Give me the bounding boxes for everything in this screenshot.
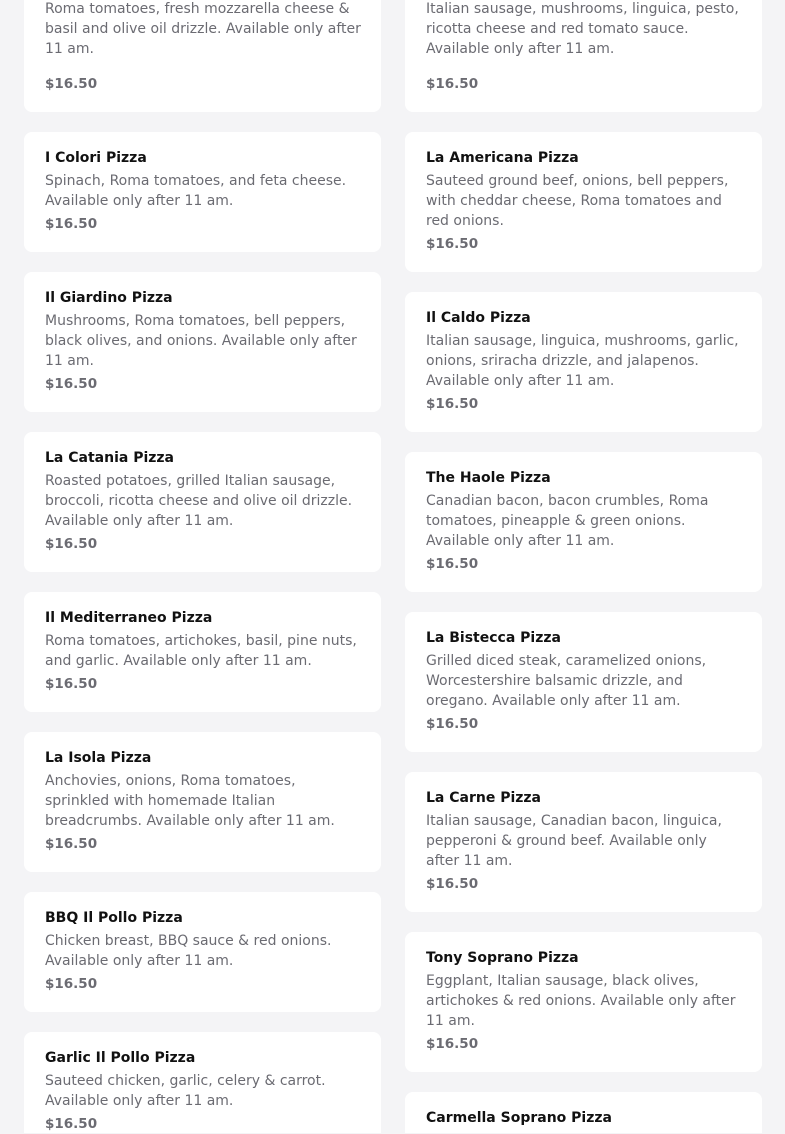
menu-item-card[interactable] <box>24 132 381 252</box>
menu-item-description: Spinach, Roma tomatoes, and feta cheese. Available only after 11 am. <box>45 173 347 209</box>
menu-item-card[interactable] <box>405 0 762 112</box>
menu-item-name: La Isola Pizza <box>45 750 152 766</box>
menu-item-name: Tony Soprano Pizza <box>426 950 579 966</box>
menu-item-description: Chicken breast, BBQ sauce & red onions. Available only after 11 am. <box>45 933 332 969</box>
menu-item-price: $16.50 <box>45 376 98 392</box>
menu-item-name: Carmella Soprano Pizza <box>426 1110 612 1126</box>
menu-item-price: $16.50 <box>45 76 98 92</box>
menu-item-description: Italian sausage, linguica, mushrooms, garlic, onions, sriracha drizzle, and jalapenos. Available only after 11 am. <box>426 333 739 389</box>
menu-item-description: Italian sausage, mushrooms, linguica, pesto, ricotta cheese and red tomato sauce. Available only after 11 am. <box>426 1 739 57</box>
menu-item-price: $16.50 <box>45 216 98 232</box>
menu-item-price: $16.50 <box>426 1036 479 1052</box>
menu-item-name: Il Mediterraneo Pizza <box>45 610 213 626</box>
menu-item-card[interactable] <box>24 892 381 1012</box>
menu-item-description: Roasted potatoes, grilled Italian sausage, broccoli, ricotta cheese and olive oil drizzle. Available only after 11 am. <box>45 473 353 529</box>
menu-item-price: $16.50 <box>426 396 479 412</box>
menu-item-card[interactable] <box>24 432 381 572</box>
menu-item-price: $16.50 <box>45 836 98 852</box>
menu-item-price: $16.50 <box>426 556 479 572</box>
menu-item-card[interactable] <box>24 1032 381 1133</box>
menu-item-card[interactable] <box>24 0 381 112</box>
menu-item-name: Il Giardino Pizza <box>45 290 173 306</box>
menu-item-description: Mushrooms, Roma tomatoes, bell peppers, black olives, and onions. Available only after 11 am. <box>45 313 357 369</box>
menu-item-price: $16.50 <box>45 976 98 992</box>
menu-item-description: Eggplant, Italian sausage, black olives, artichokes & red onions. Available only after 11 am. <box>426 973 736 1029</box>
menu-column-right <box>405 0 762 1133</box>
menu-item-card[interactable] <box>405 932 762 1072</box>
menu-item-price: $16.50 <box>426 76 479 92</box>
menu-item-description: Canadian bacon, bacon crumbles, Roma tomatoes, pineapple & green onions. Available only after 11 am. <box>426 493 709 549</box>
menu-item-card[interactable] <box>405 612 762 752</box>
menu-item-price: $16.50 <box>426 716 479 732</box>
menu-item-card[interactable] <box>405 1092 762 1133</box>
menu-item-price: $16.50 <box>426 876 479 892</box>
menu-item-description: Sauteed chicken, garlic, celery & carrot. Available only after 11 am. <box>45 1073 326 1109</box>
menu-item-card[interactable] <box>405 292 762 432</box>
menu-item-description: Roma tomatoes, artichokes, basil, pine nuts, and garlic. Available only after 11 am. <box>45 633 357 669</box>
menu-item-price: $16.50 <box>426 236 479 252</box>
menu-item-name: Il Caldo Pizza <box>426 310 531 326</box>
menu-item-description: Sauteed ground beef, onions, bell peppers, with cheddar cheese, Roma tomatoes and red onions. <box>426 173 729 229</box>
menu-item-name: BBQ Il Pollo Pizza <box>45 910 183 926</box>
menu-item-card[interactable] <box>405 772 762 912</box>
menu-item-name: La Carne Pizza <box>426 790 542 806</box>
menu-item-name: Garlic Il Pollo Pizza <box>45 1050 196 1066</box>
menu-item-price: $16.50 <box>45 1116 98 1132</box>
menu-item-card[interactable] <box>24 592 381 712</box>
menu-item-name: The Haole Pizza <box>426 470 551 486</box>
menu-item-description: Italian sausage, Canadian bacon, linguica, pepperoni & ground beef. Available only after 11 am. <box>426 813 722 869</box>
menu-item-card[interactable] <box>405 132 762 272</box>
menu-item-description: Grilled diced steak, caramelized onions, Worcestershire balsamic drizzle, and oregano. Available only after 11 am. <box>426 653 707 709</box>
menu-item-description: Anchovies, onions, Roma tomatoes, sprinkled with homemade Italian breadcrumbs. Available only after 11 am. <box>45 773 335 829</box>
menu-item-price: $16.50 <box>45 676 98 692</box>
menu-item-name: La Bistecca Pizza <box>426 630 561 646</box>
menu-item-price: $16.50 <box>45 536 98 552</box>
menu-item-name: La Catania Pizza <box>45 450 174 466</box>
menu-item-name: La Americana Pizza <box>426 150 579 166</box>
menu-item-card[interactable] <box>405 452 762 592</box>
menu-item-card[interactable] <box>24 272 381 412</box>
menu-item-card[interactable] <box>24 732 381 872</box>
menu-item-name: I Colori Pizza <box>45 150 147 166</box>
menu-item-description: Roma tomatoes, fresh mozzarella cheese & basil and olive oil drizzle. Available only after 11 am. <box>45 1 361 57</box>
menu-column-left <box>24 0 381 1133</box>
